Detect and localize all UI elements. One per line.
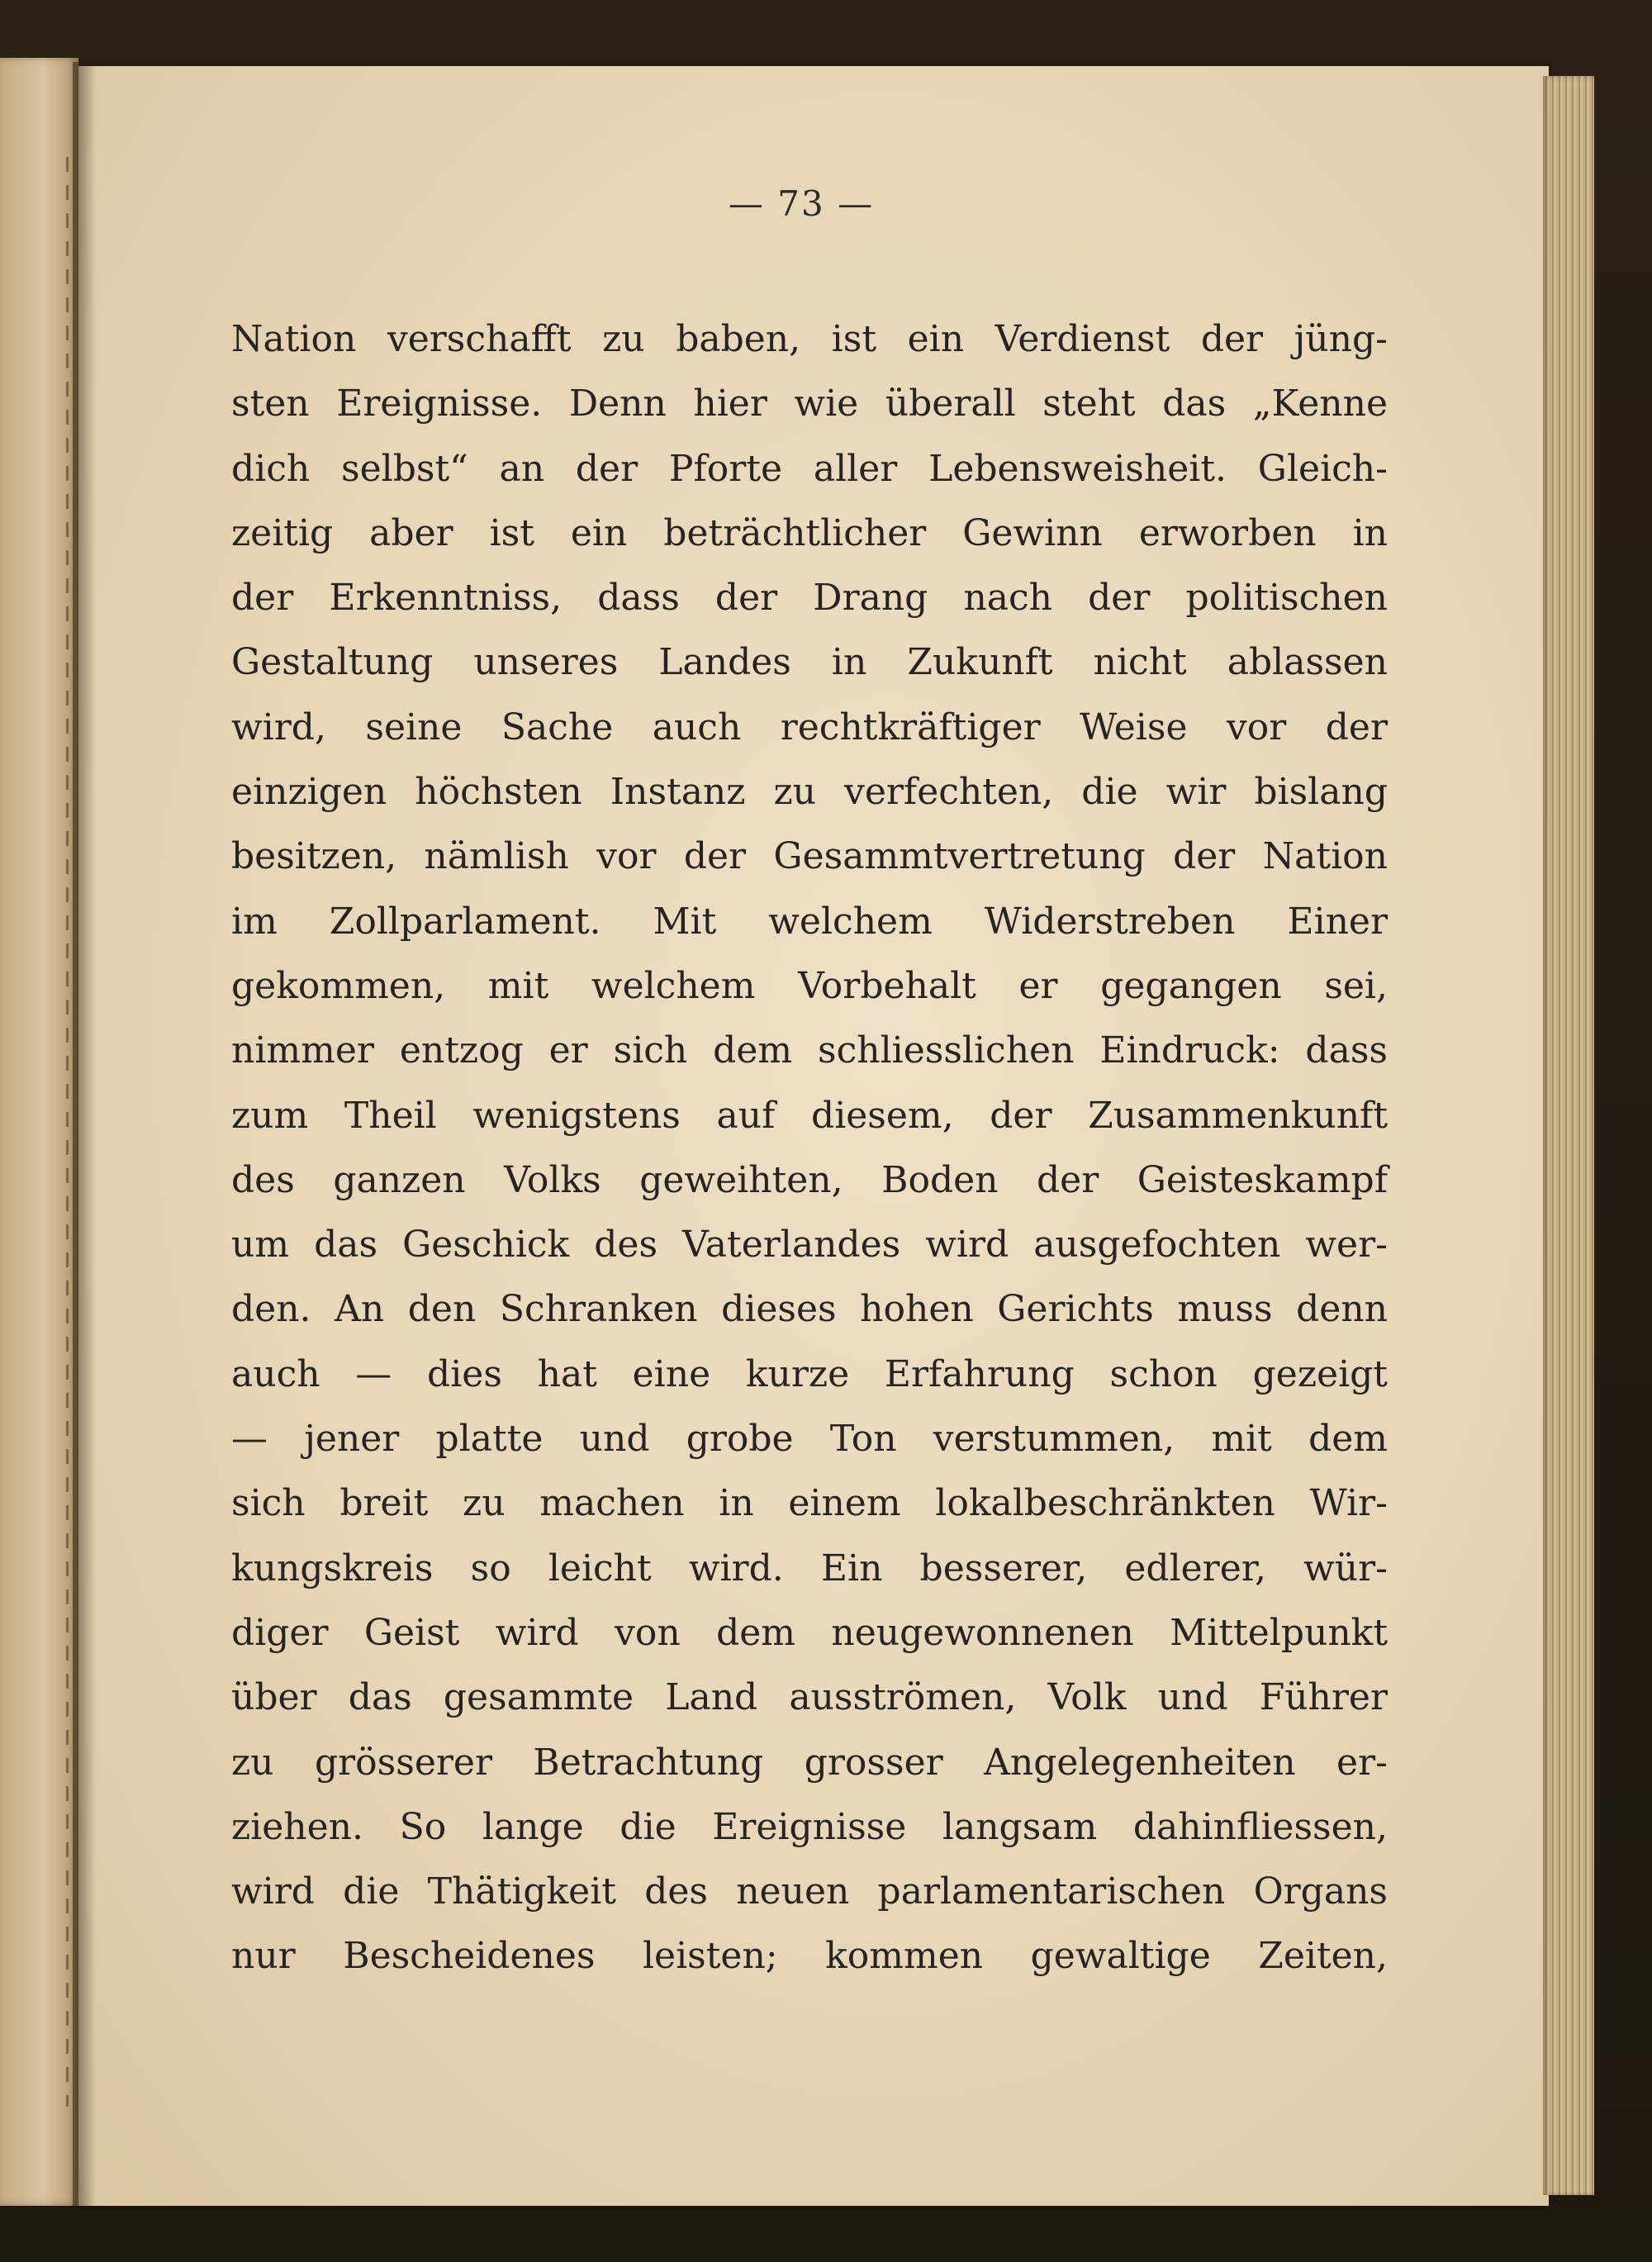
previous-page-text-trace xyxy=(66,157,69,2107)
page-gutter-shadow xyxy=(73,62,96,2206)
text-line: gekommen, mit welchem Vorbehalt er gegangen sei, xyxy=(231,964,1388,1007)
text-line: diger Geist wird von dem neugewonnenen Mittelpunkt xyxy=(231,1611,1388,1654)
page-number: — 73 — xyxy=(728,183,875,224)
book-fore-edge xyxy=(1543,76,1594,2195)
text-line: — jener platte und grobe Ton verstummen, mit dem xyxy=(231,1418,1388,1461)
text-line: besitzen, nämlish vor der Gesammtvertretung der Nation xyxy=(231,835,1388,878)
text-line: ziehen. So lange die Ereignisse langsam dahinfliessen, xyxy=(231,1805,1388,1848)
text-line: über das gesammte Land ausströmen, Volk und Führer xyxy=(231,1676,1388,1719)
text-line: kungskreis so leicht wird. Ein besserer, edlerer, wür- xyxy=(231,1547,1388,1590)
text-line: sich breit zu machen in einem lokalbeschränkten Wir- xyxy=(231,1482,1388,1525)
text-line: den. An den Schranken dieses hohen Gerichts muss denn xyxy=(231,1288,1388,1331)
book-page xyxy=(78,66,1549,2206)
text-line: Nation verschafft zu baben, ist ein Verdienst der jüng- xyxy=(231,318,1388,360)
body-text xyxy=(231,307,1388,1989)
text-line: einzigen höchsten Instanz zu verfechten, die wir bislang xyxy=(231,771,1388,814)
text-line: sten Ereignisse. Denn hier wie überall steht das „Kenne xyxy=(231,383,1388,425)
text-line: zum Theil wenigstens auf diesem, der Zusammenkunft xyxy=(231,1094,1388,1137)
text-line: zu grösserer Betrachtung grosser Angelegenheiten er- xyxy=(231,1741,1388,1784)
text-line: Gestaltung unseres Landes in Zukunft nicht ablassen xyxy=(231,641,1388,684)
text-line: der Erkenntniss, dass der Drang nach der politischen xyxy=(231,577,1388,620)
text-line: dich selbst“ an der Pforte aller Lebensweisheit. Gleich- xyxy=(231,447,1388,490)
text-line: zeitig aber ist ein beträchtlicher Gewinn erworben in xyxy=(231,511,1388,554)
text-line: im Zollparlament. Mit welchem Widerstreben Einer xyxy=(231,900,1388,943)
text-line: wird die Thätigkeit des neuen parlamentarischen Organs xyxy=(231,1870,1388,1913)
text-line: des ganzen Volks geweihten, Boden der Geisteskampf xyxy=(231,1158,1388,1201)
text-line: nimmer entzog er sich dem schliesslichen Eindruck: dass xyxy=(231,1029,1388,1072)
text-line: um das Geschick des Vaterlandes wird ausgefochten wer- xyxy=(231,1224,1388,1266)
previous-page-edge xyxy=(0,58,78,2206)
text-line: auch — dies hat eine kurze Erfahrung schon gezeigt xyxy=(231,1352,1388,1395)
text-line: wird, seine Sache auch rechtkräftiger Weise vor der xyxy=(231,706,1388,748)
text-line: nur Bescheidenes leisten; kommen gewaltige Zeiten, xyxy=(231,1935,1388,1978)
